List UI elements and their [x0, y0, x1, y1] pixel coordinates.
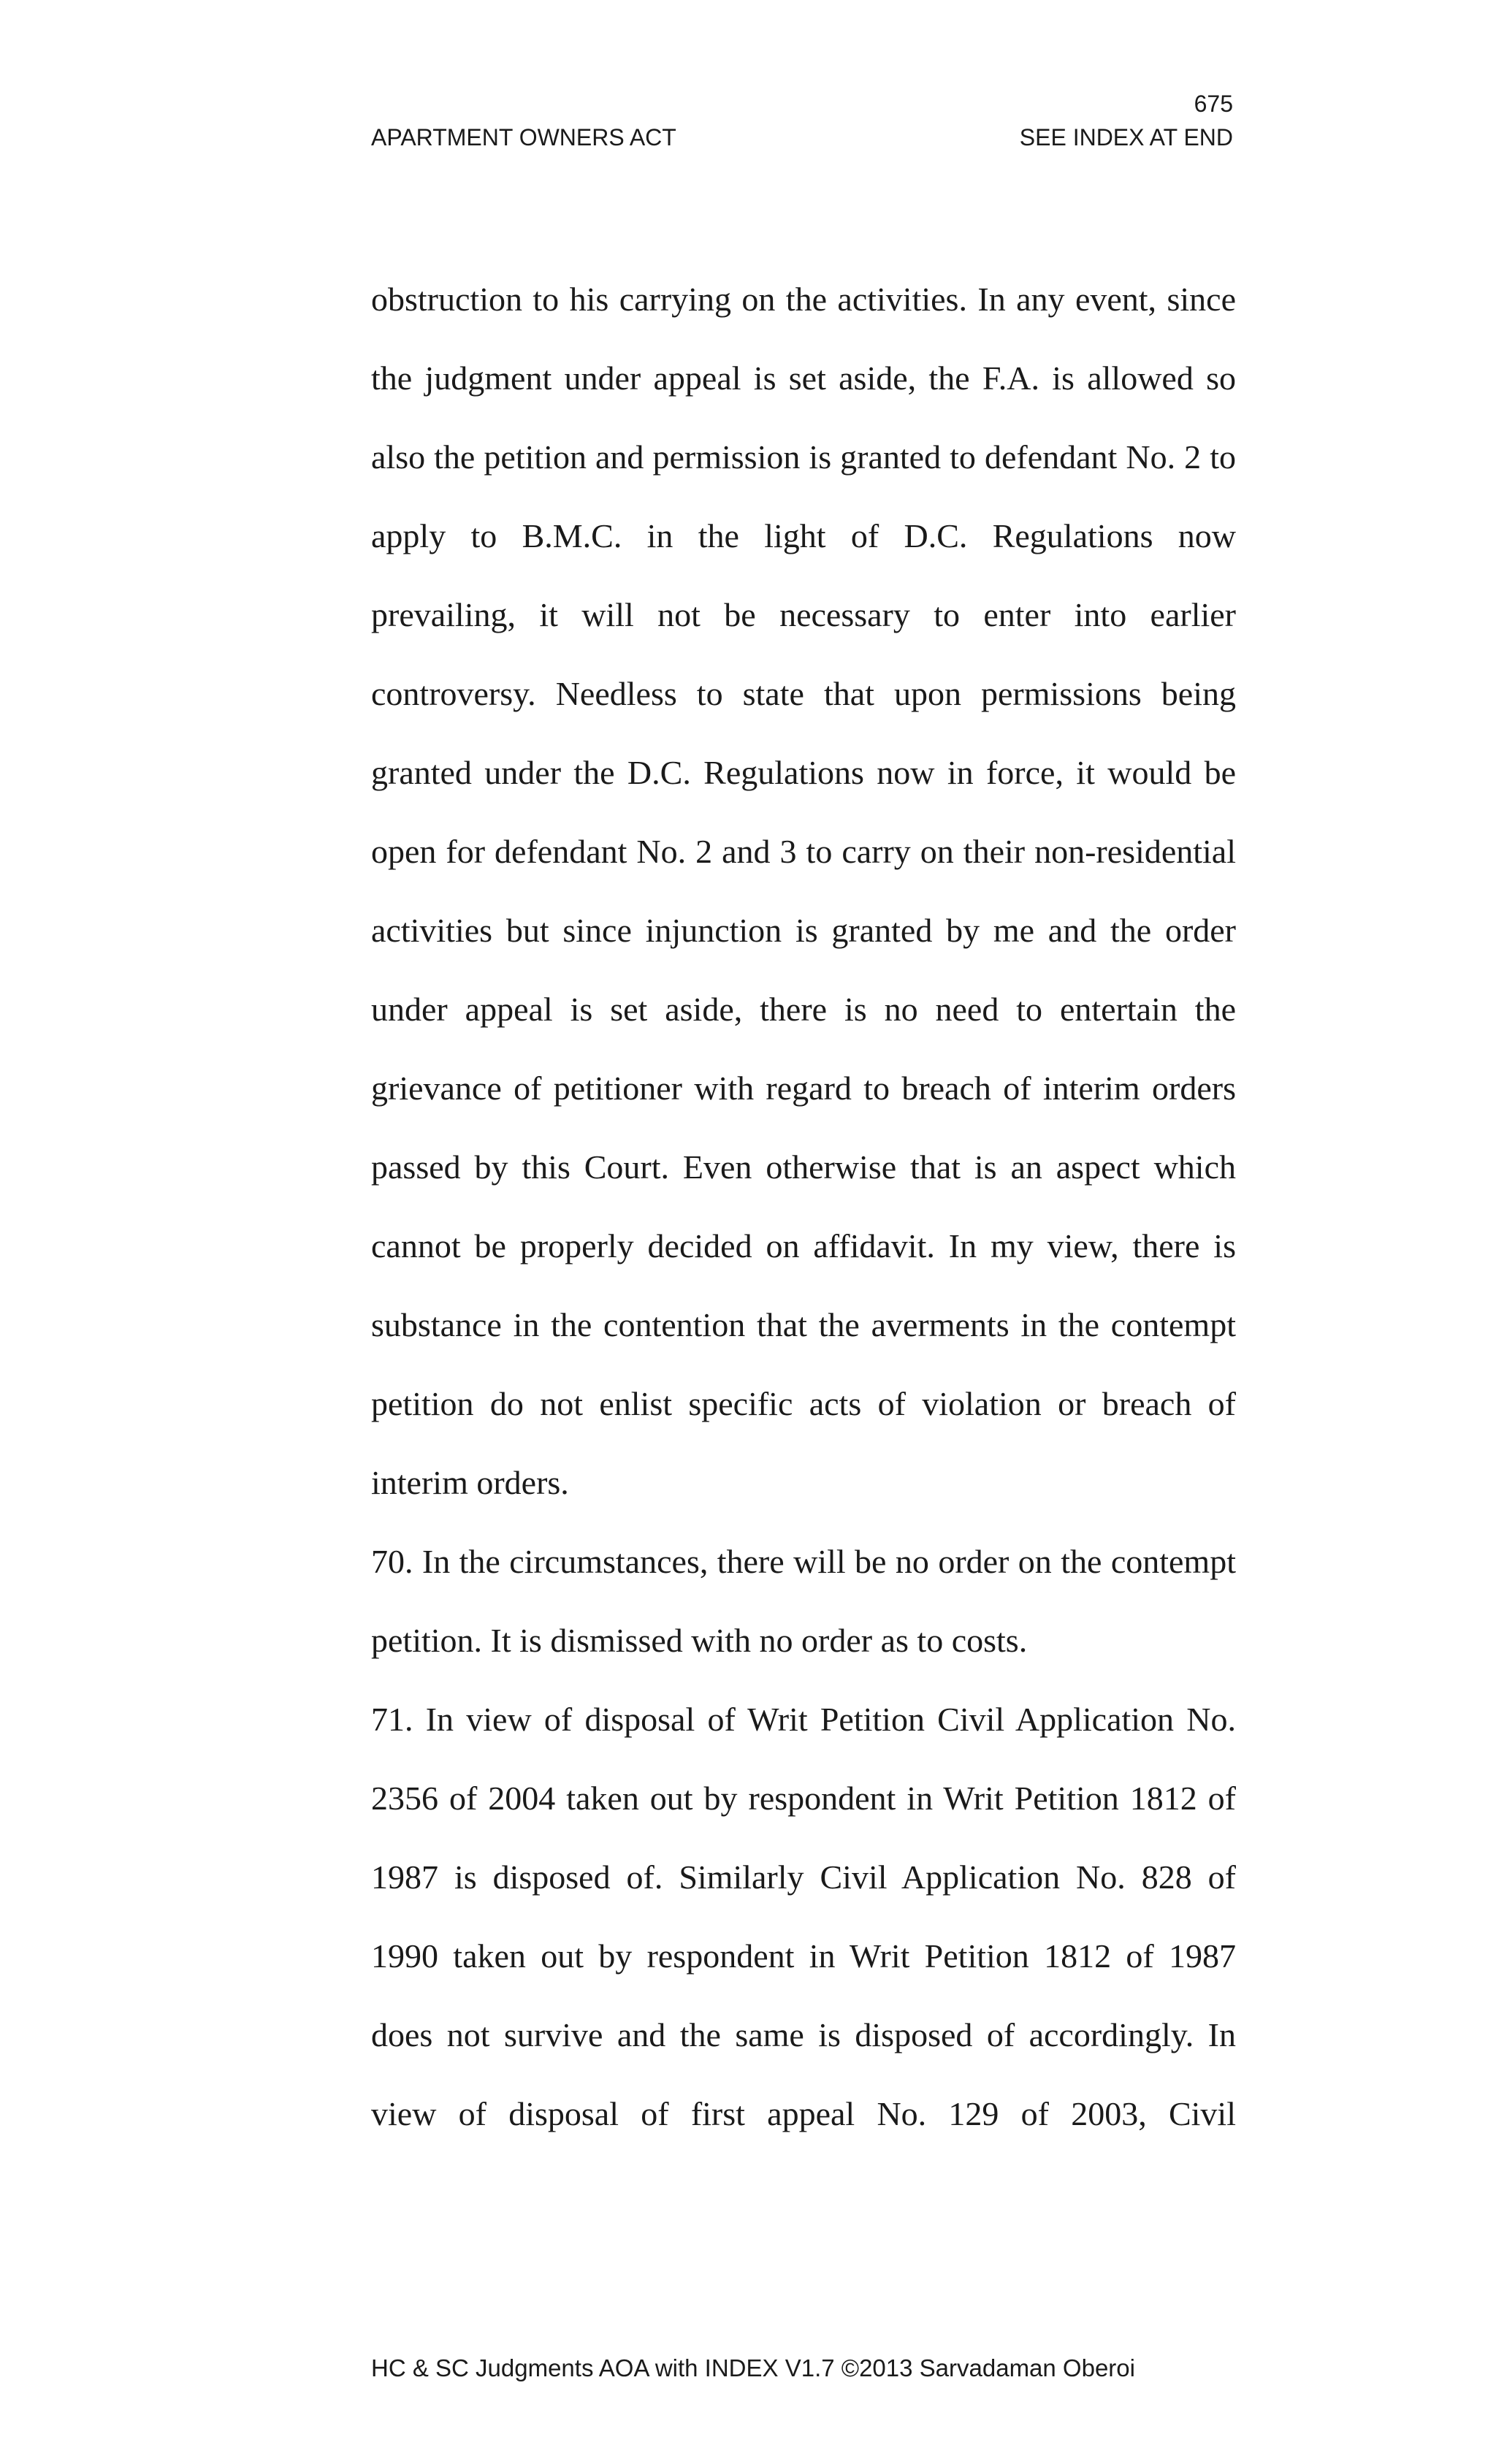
- running-header-index-note: SEE INDEX AT END: [1019, 124, 1233, 150]
- document-body: [371, 260, 1236, 2154]
- paragraph-70: 70. In the circumstances, there will be no order on the contempt petition. It is dismissed with no order as to costs.: [371, 1543, 1236, 1659]
- paragraph-continuation: obstruction to his carrying on the activities. In any event, since the judgment under appeal is set aside, the F.A. is allowed so also the petition and permission is granted to defendant No. 2 to apply to B.M.C. in the light of D.C. Regulations now prevailing, it will not be necessary to enter into earlier controversy. Needless to state that upon permissions being granted under the D.C. Regulations now in force, it would be open for defendant No. 2 and 3 to carry on their non-residential activities but since injunction is granted by me and the order under appeal is set aside, there is no need to entertain the grievance of petitioner with regard to breach of interim orders passed by this Court. Even otherwise that is an aspect which cannot be properly decided on affidavit. In my view, there is substance in the contention that the averments in the contempt petition do not enlist specific acts of violation or breach of interim orders.: [371, 281, 1236, 1501]
- running-header-title: APARTMENT OWNERS ACT: [371, 124, 676, 150]
- page-footer: HC & SC Judgments AOA with INDEX V1.7 ©2013 Sarvadaman Oberoi: [371, 2354, 1135, 2381]
- page-number: 675: [1194, 91, 1233, 117]
- paragraph-71: 71. In view of disposal of Writ Petition Civil Application No. 2356 of 2004 taken out by respondent in Writ Petition 1812 of 1987 is disposed of. Similarly Civil Application No. 828 of 1990 taken out by respondent in Writ Petition 1812 of 1987 does not survive and the same is disposed of accordingly. In view of disposal of first appeal No. 129 of 2003, Civil: [371, 1701, 1236, 2132]
